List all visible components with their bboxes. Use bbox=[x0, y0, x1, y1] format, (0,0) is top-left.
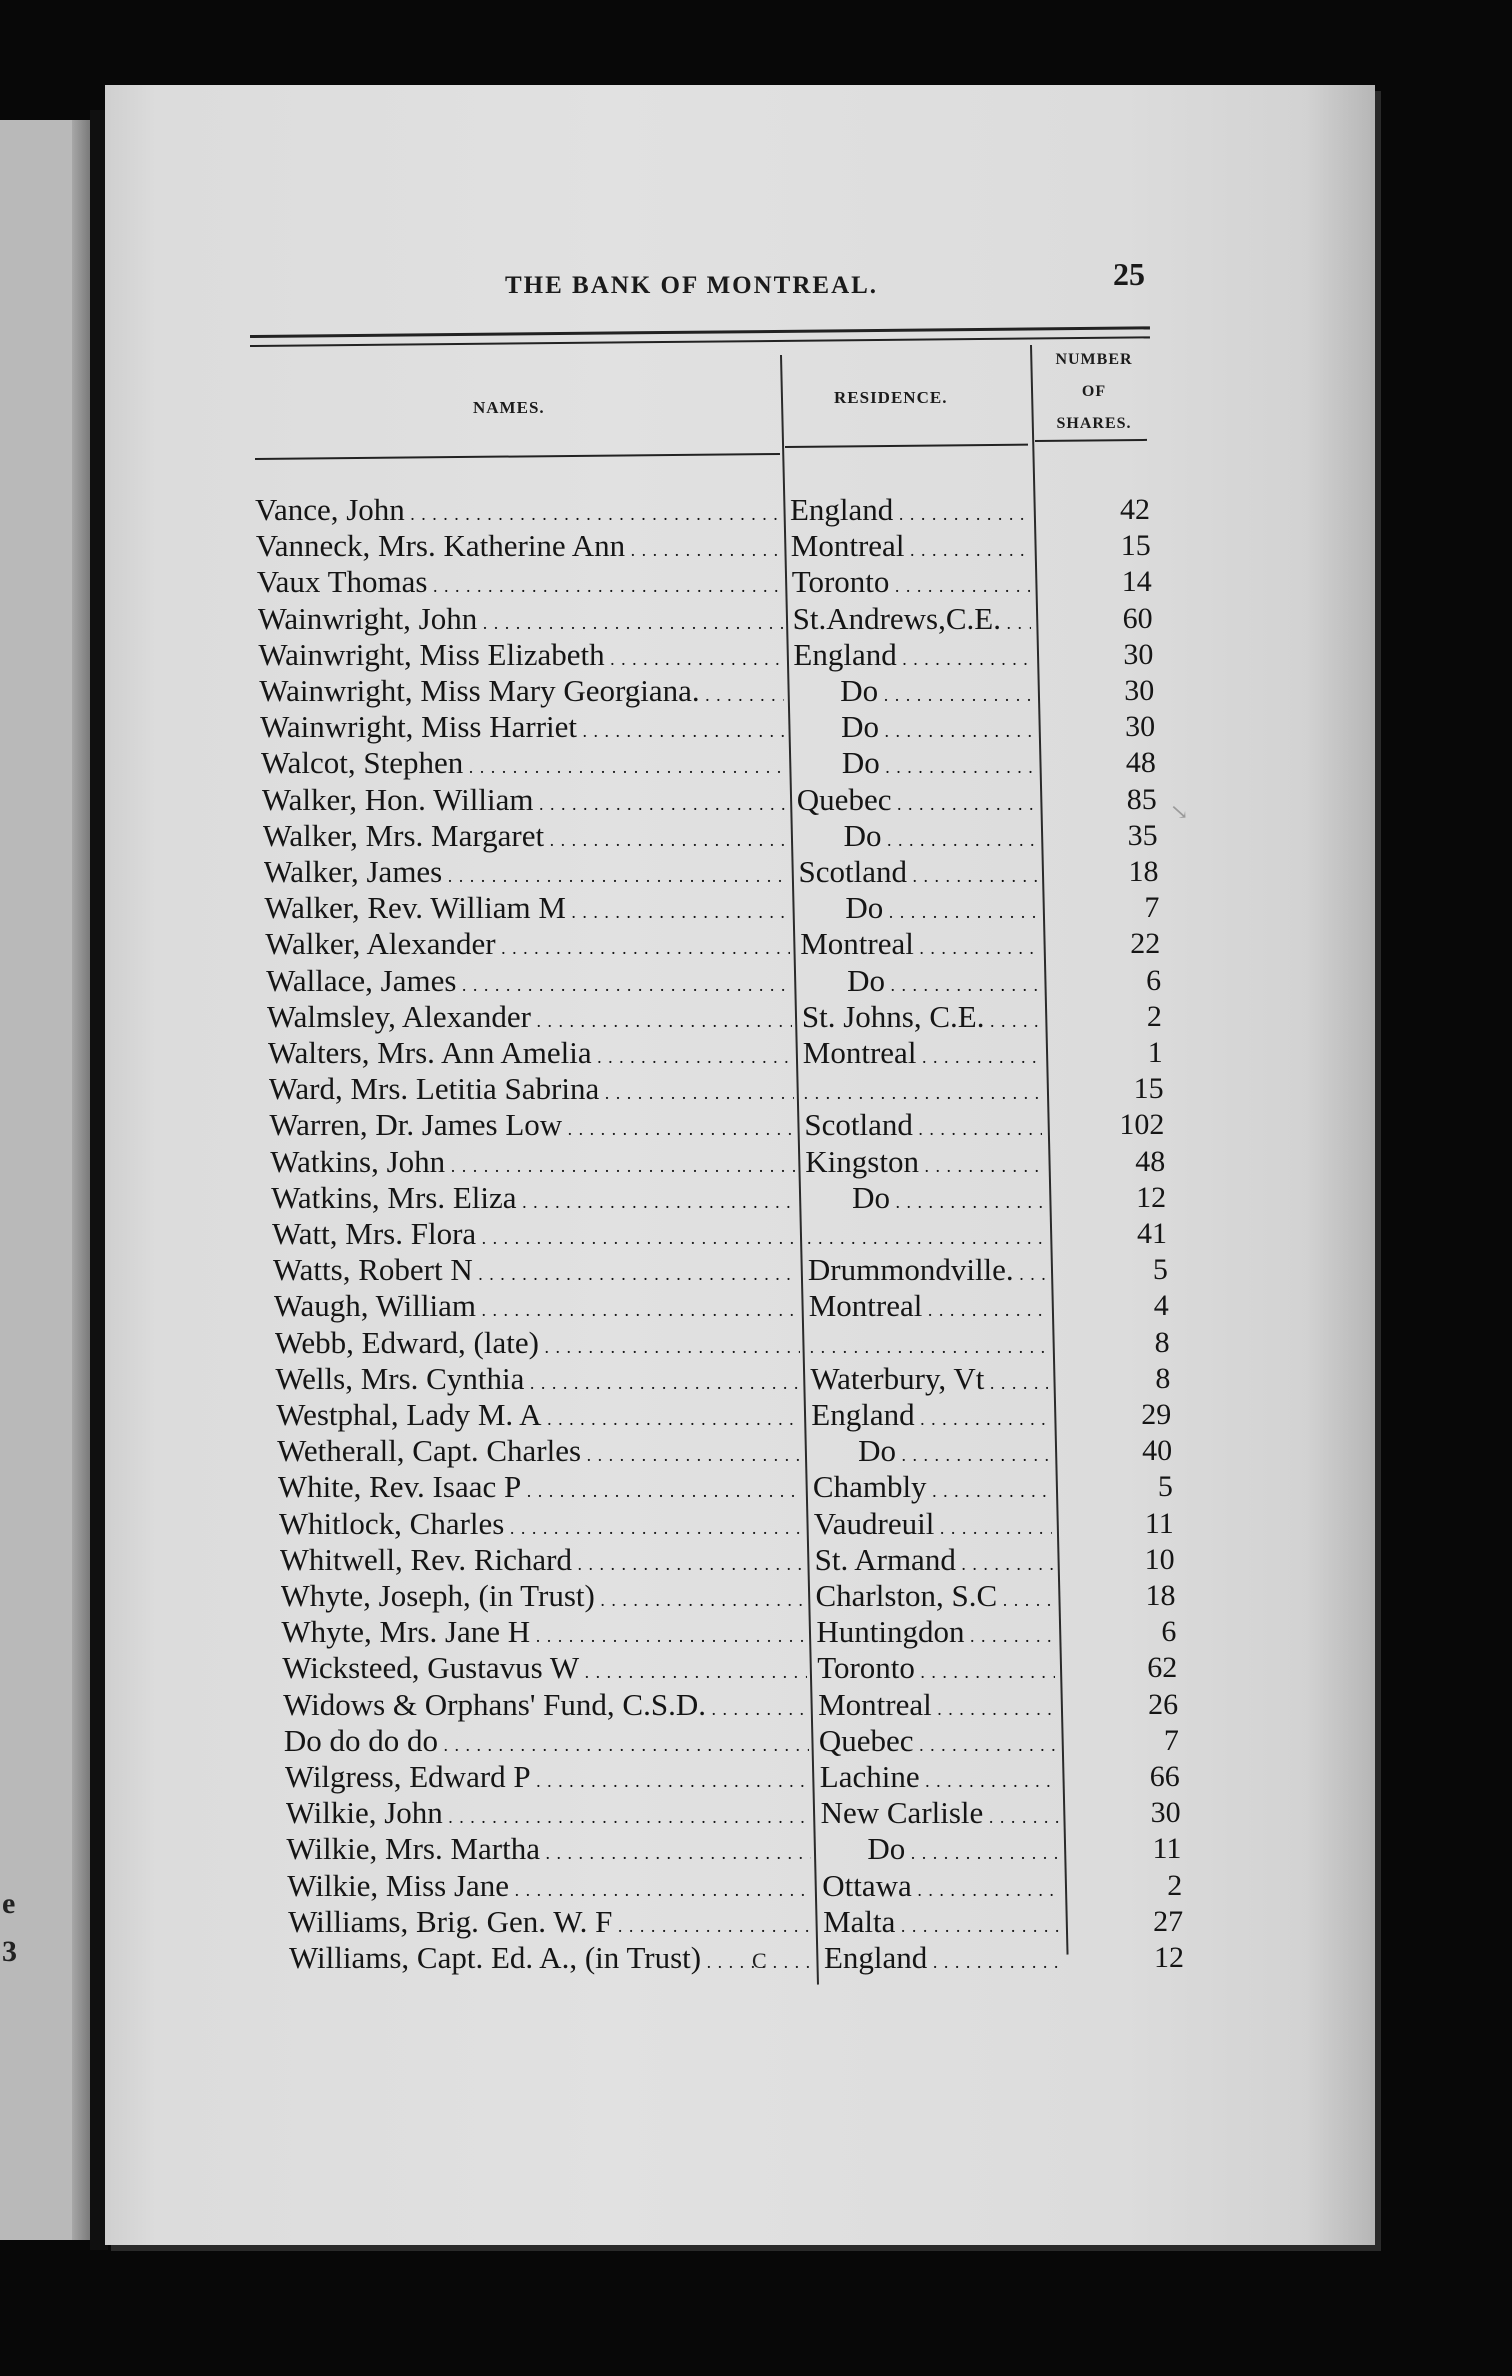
shareholder-shares: 15 bbox=[1120, 529, 1151, 563]
shareholder-name: Wicksteed, Gustavus W . . . bbox=[282, 1650, 807, 1690]
shareholder-residence: Do . . . bbox=[821, 1831, 1059, 1871]
shareholder-shares: 22 bbox=[1130, 927, 1161, 961]
shareholder-shares: 8 bbox=[1154, 1325, 1170, 1359]
shareholder-residence: Quebec . . . bbox=[819, 1723, 1057, 1763]
shareholder-residence: Huntingdon . . . bbox=[816, 1614, 1054, 1654]
shareholder-shares: 66 bbox=[1149, 1760, 1180, 1793]
shareholder-residence: Montreal . . . bbox=[818, 1687, 1056, 1727]
shareholder-residence: England . . . bbox=[811, 1397, 1049, 1437]
shareholder-shares: 10 bbox=[1144, 1542, 1175, 1576]
shareholder-name: Walcot, Stephen . . . bbox=[261, 745, 786, 785]
shareholder-residence: St. Johns, C.E. . . . bbox=[802, 999, 1040, 1039]
shareholder-residence: Do . . . bbox=[801, 963, 1039, 1003]
shareholder-name: Wainwright, Miss Harriet . . . bbox=[260, 709, 785, 749]
table-row bbox=[258, 601, 1158, 637]
table-row bbox=[260, 709, 1160, 745]
shareholder-shares: 4 bbox=[1153, 1289, 1169, 1323]
shareholder-residence: Montreal . . . bbox=[791, 528, 1029, 568]
shareholder-shares: 60 bbox=[1122, 601, 1153, 635]
shareholder-name: Vance, John . . . bbox=[255, 492, 780, 532]
shareholder-shares: 42 bbox=[1120, 493, 1150, 526]
table-row bbox=[274, 1288, 1174, 1324]
shareholder-shares: 40 bbox=[1142, 1434, 1173, 1468]
shareholder-shares: 14 bbox=[1121, 565, 1152, 599]
shareholder-name: Whyte, Joseph, (in Trust) . . . bbox=[281, 1578, 806, 1618]
table-row bbox=[267, 999, 1167, 1035]
column-header-shares-line: OF bbox=[1081, 383, 1107, 400]
shareholder-residence: Do . . . bbox=[796, 745, 1034, 785]
table-row bbox=[258, 637, 1158, 673]
shareholder-residence: Scotland . . . bbox=[804, 1107, 1042, 1147]
shareholder-residence: Toronto . . . bbox=[817, 1650, 1055, 1690]
table-row bbox=[275, 1361, 1175, 1397]
shareholder-residence: New Carlisle . . . bbox=[821, 1795, 1059, 1835]
shareholder-residence bbox=[804, 1071, 1042, 1111]
shareholder-residence bbox=[810, 1325, 1048, 1365]
table-row bbox=[273, 1252, 1173, 1288]
table-row bbox=[256, 528, 1156, 564]
shareholder-residence: Do . . . bbox=[798, 818, 1036, 858]
shareholder-name: Whyte, Mrs. Jane H . . . bbox=[281, 1614, 806, 1654]
shareholder-name: Williams, Brig. Gen. W. F . . . bbox=[288, 1904, 813, 1944]
shareholder-shares: 41 bbox=[1137, 1217, 1167, 1250]
shareholder-residence: Do . . . bbox=[795, 709, 1033, 749]
shareholder-residence: St.Andrews,C.E. . . . bbox=[793, 601, 1031, 641]
shareholder-shares: 6 bbox=[1161, 1615, 1177, 1649]
table-row bbox=[265, 926, 1165, 962]
table-row bbox=[287, 1868, 1187, 1904]
table-row bbox=[285, 1759, 1185, 1795]
shareholder-shares: 2 bbox=[1146, 999, 1162, 1033]
table-row bbox=[257, 564, 1157, 600]
table-row bbox=[268, 1035, 1168, 1071]
shareholder-name: Wilkie, Miss Jane . . . bbox=[287, 1868, 812, 1908]
shareholder-shares: 18 bbox=[1145, 1579, 1176, 1612]
table-row bbox=[276, 1397, 1176, 1433]
table-row bbox=[278, 1469, 1178, 1505]
table-row bbox=[272, 1216, 1172, 1252]
shareholder-name: Walker, James . . . bbox=[264, 854, 789, 894]
table-row bbox=[288, 1904, 1188, 1940]
shareholder-shares: 48 bbox=[1125, 746, 1156, 780]
shareholder-name: Warren, Dr. James Low . . . bbox=[269, 1107, 794, 1147]
shareholder-residence: Do . . . bbox=[806, 1180, 1044, 1220]
shareholder-shares: 85 bbox=[1126, 782, 1157, 816]
shareholder-residence: Kingston . . . bbox=[805, 1144, 1043, 1184]
table-row bbox=[282, 1650, 1182, 1686]
shareholder-name: Whitlock, Charles . . . bbox=[279, 1506, 804, 1546]
signature-mark: C bbox=[752, 1948, 767, 1973]
shareholder-residence: Quebec . . . bbox=[797, 782, 1035, 822]
shareholder-shares: 11 bbox=[1152, 1832, 1182, 1866]
shareholder-name: Wilkie, Mrs. Martha . . . bbox=[286, 1831, 811, 1871]
table-row bbox=[286, 1795, 1186, 1831]
faint-margin-annotation: ↘ bbox=[1169, 799, 1190, 826]
table-row bbox=[266, 963, 1166, 999]
column-header-shares-line: SHARES. bbox=[1056, 415, 1132, 432]
shareholder-name: Wetherall, Capt. Charles . . . bbox=[277, 1433, 802, 1473]
shareholder-name: Walker, Alexander . . . bbox=[265, 926, 790, 966]
shareholder-name: Walker, Hon. William . . . bbox=[262, 782, 787, 822]
shareholder-shares: 1 bbox=[1147, 1036, 1163, 1069]
shareholder-residence: Drummondville. . . . bbox=[808, 1252, 1046, 1292]
shareholder-shares: 7 bbox=[1144, 891, 1160, 925]
shareholder-name: Watkins, Mrs. Eliza . . . bbox=[271, 1180, 796, 1220]
table-row bbox=[263, 818, 1163, 854]
shareholder-shares: 29 bbox=[1141, 1398, 1172, 1431]
shareholder-shares: 30 bbox=[1150, 1796, 1181, 1830]
shareholder-name: Watt, Mrs. Flora . . . bbox=[272, 1216, 797, 1256]
shareholder-shares: 26 bbox=[1148, 1687, 1179, 1721]
table-row bbox=[270, 1144, 1170, 1180]
table-row bbox=[264, 854, 1164, 890]
shareholder-name: White, Rev. Isaac P . . . bbox=[278, 1469, 803, 1509]
shareholder-residence: England . . . bbox=[793, 637, 1031, 677]
shareholder-residence: Do . . . bbox=[812, 1433, 1050, 1473]
table-row bbox=[281, 1614, 1181, 1650]
shareholder-residence: St. Armand . . . bbox=[815, 1542, 1053, 1582]
shareholder-name: Wallace, James . . . bbox=[266, 963, 791, 1003]
shareholder-name: Walters, Mrs. Ann Amelia . . . bbox=[268, 1035, 793, 1075]
shareholder-name: Do do do do . . . bbox=[284, 1723, 809, 1763]
shareholder-residence: Scotland . . . bbox=[799, 854, 1037, 894]
shareholder-name: Waugh, William . . . bbox=[274, 1288, 799, 1328]
shareholder-shares: 5 bbox=[1157, 1470, 1173, 1504]
shareholder-shares: 8 bbox=[1155, 1361, 1171, 1395]
shareholder-residence: Waterbury, Vt . . . bbox=[810, 1361, 1048, 1401]
table-row bbox=[283, 1687, 1183, 1723]
shareholder-residence: Montreal . . . bbox=[800, 926, 1038, 966]
shareholder-shares: 12 bbox=[1136, 1180, 1167, 1214]
shareholder-residence: Vaudreuil . . . bbox=[814, 1506, 1052, 1546]
shareholder-name: Wainwright, Miss Elizabeth . . . bbox=[258, 637, 783, 677]
column-header-names: NAMES. bbox=[473, 398, 545, 417]
table-row bbox=[280, 1542, 1180, 1578]
table-row bbox=[281, 1578, 1181, 1614]
shareholder-name: Westphal, Lady M. A . . . bbox=[276, 1397, 801, 1437]
shareholder-shares: 30 bbox=[1124, 674, 1155, 707]
table-row bbox=[262, 782, 1162, 818]
shareholder-shares: 35 bbox=[1127, 818, 1158, 852]
table-row bbox=[286, 1831, 1186, 1867]
shareholder-shares: 15 bbox=[1133, 1072, 1164, 1106]
shareholder-residence: Do . . . bbox=[799, 890, 1037, 930]
shareholder-residence: England . . . bbox=[824, 1940, 1062, 1980]
shareholder-name: Vanneck, Mrs. Katherine Ann . . . bbox=[256, 528, 781, 568]
shareholder-name: Watts, Robert N . . . bbox=[273, 1252, 798, 1292]
table-row bbox=[259, 673, 1159, 709]
shareholder-residence: Ottawa . . . bbox=[822, 1868, 1060, 1908]
facing-page-mark: 3 bbox=[2, 1935, 17, 1968]
shareholder-name: Williams, Capt. Ed. A., (in Trust) . . . bbox=[289, 1940, 814, 1980]
shareholder-shares: 5 bbox=[1152, 1253, 1168, 1287]
shareholder-residence: Toronto . . . bbox=[792, 564, 1030, 604]
table-row bbox=[261, 745, 1161, 781]
column-header-shares-line: NUMBER bbox=[1055, 351, 1133, 368]
shareholder-name: Ward, Mrs. Letitia Sabrina . . . bbox=[269, 1071, 794, 1111]
table-row bbox=[271, 1180, 1171, 1216]
column-header-residence: RESIDENCE. bbox=[834, 388, 948, 407]
table-row bbox=[269, 1071, 1169, 1107]
shareholder-name: Wainwright, John . . . bbox=[258, 601, 783, 641]
shareholder-name: Wainwright, Miss Mary Georgiana. . . . bbox=[259, 673, 784, 713]
shareholder-shares: 11 bbox=[1144, 1506, 1174, 1540]
shareholder-name: Walker, Mrs. Margaret . . . bbox=[263, 818, 788, 858]
shareholder-name: Webb, Edward, (late) . . . bbox=[275, 1325, 800, 1365]
table-row bbox=[264, 890, 1164, 926]
shareholder-residence: Montreal . . . bbox=[803, 1035, 1041, 1075]
shareholder-shares: 27 bbox=[1153, 1904, 1184, 1938]
table-row bbox=[255, 492, 1155, 528]
shareholder-name: Whitwell, Rev. Richard . . . bbox=[280, 1542, 805, 1582]
shareholder-shares: 48 bbox=[1135, 1144, 1166, 1178]
shareholder-shares: 30 bbox=[1125, 710, 1156, 744]
table-row bbox=[275, 1325, 1175, 1361]
running-title: THE BANK OF MONTREAL. bbox=[505, 272, 879, 299]
shareholder-name: Walker, Rev. William M . . . bbox=[264, 890, 789, 930]
facing-page-mark: e bbox=[2, 1887, 16, 1920]
shareholder-residence: Do . . . bbox=[794, 673, 1032, 713]
shareholder-shares: 62 bbox=[1147, 1651, 1178, 1685]
shareholder-name: Widows & Orphans' Fund, C.S.D. . . . bbox=[283, 1687, 808, 1727]
shareholder-residence: Montreal . . . bbox=[809, 1288, 1047, 1328]
shareholder-residence bbox=[807, 1216, 1045, 1256]
shareholder-name: Vaux Thomas . . . bbox=[257, 564, 782, 604]
shareholder-residence: Lachine . . . bbox=[820, 1759, 1058, 1799]
table-row bbox=[289, 1940, 1189, 1976]
shareholder-name: Wells, Mrs. Cynthia . . . bbox=[275, 1361, 800, 1401]
shareholder-shares: 30 bbox=[1123, 637, 1154, 671]
shareholder-shares: 12 bbox=[1154, 1941, 1184, 1974]
shareholder-name: Wilkie, John . . . bbox=[286, 1795, 811, 1835]
shareholder-shares: 6 bbox=[1146, 963, 1162, 997]
shareholder-residence: Charlston, S.C . . . bbox=[816, 1578, 1054, 1618]
table-row bbox=[284, 1723, 1184, 1759]
shareholder-name: Walmsley, Alexander . . . bbox=[267, 999, 792, 1039]
shareholder-name: Watkins, John . . . bbox=[270, 1144, 795, 1184]
shareholder-name: Wilgress, Edward P . . . bbox=[285, 1759, 810, 1799]
shareholder-residence: Malta . . . bbox=[823, 1904, 1061, 1944]
shareholder-shares: 102 bbox=[1119, 1108, 1165, 1142]
table-row bbox=[269, 1107, 1169, 1143]
table-row bbox=[279, 1506, 1179, 1542]
shareholder-residence: Chambly . . . bbox=[813, 1469, 1051, 1509]
shareholder-residence: England . . . bbox=[790, 492, 1028, 532]
table-row bbox=[277, 1433, 1177, 1469]
shareholder-shares: 18 bbox=[1128, 855, 1159, 888]
shareholder-shares: 2 bbox=[1167, 1868, 1183, 1902]
shareholder-shares: 7 bbox=[1163, 1723, 1179, 1757]
page-number: 25 bbox=[1113, 256, 1145, 292]
